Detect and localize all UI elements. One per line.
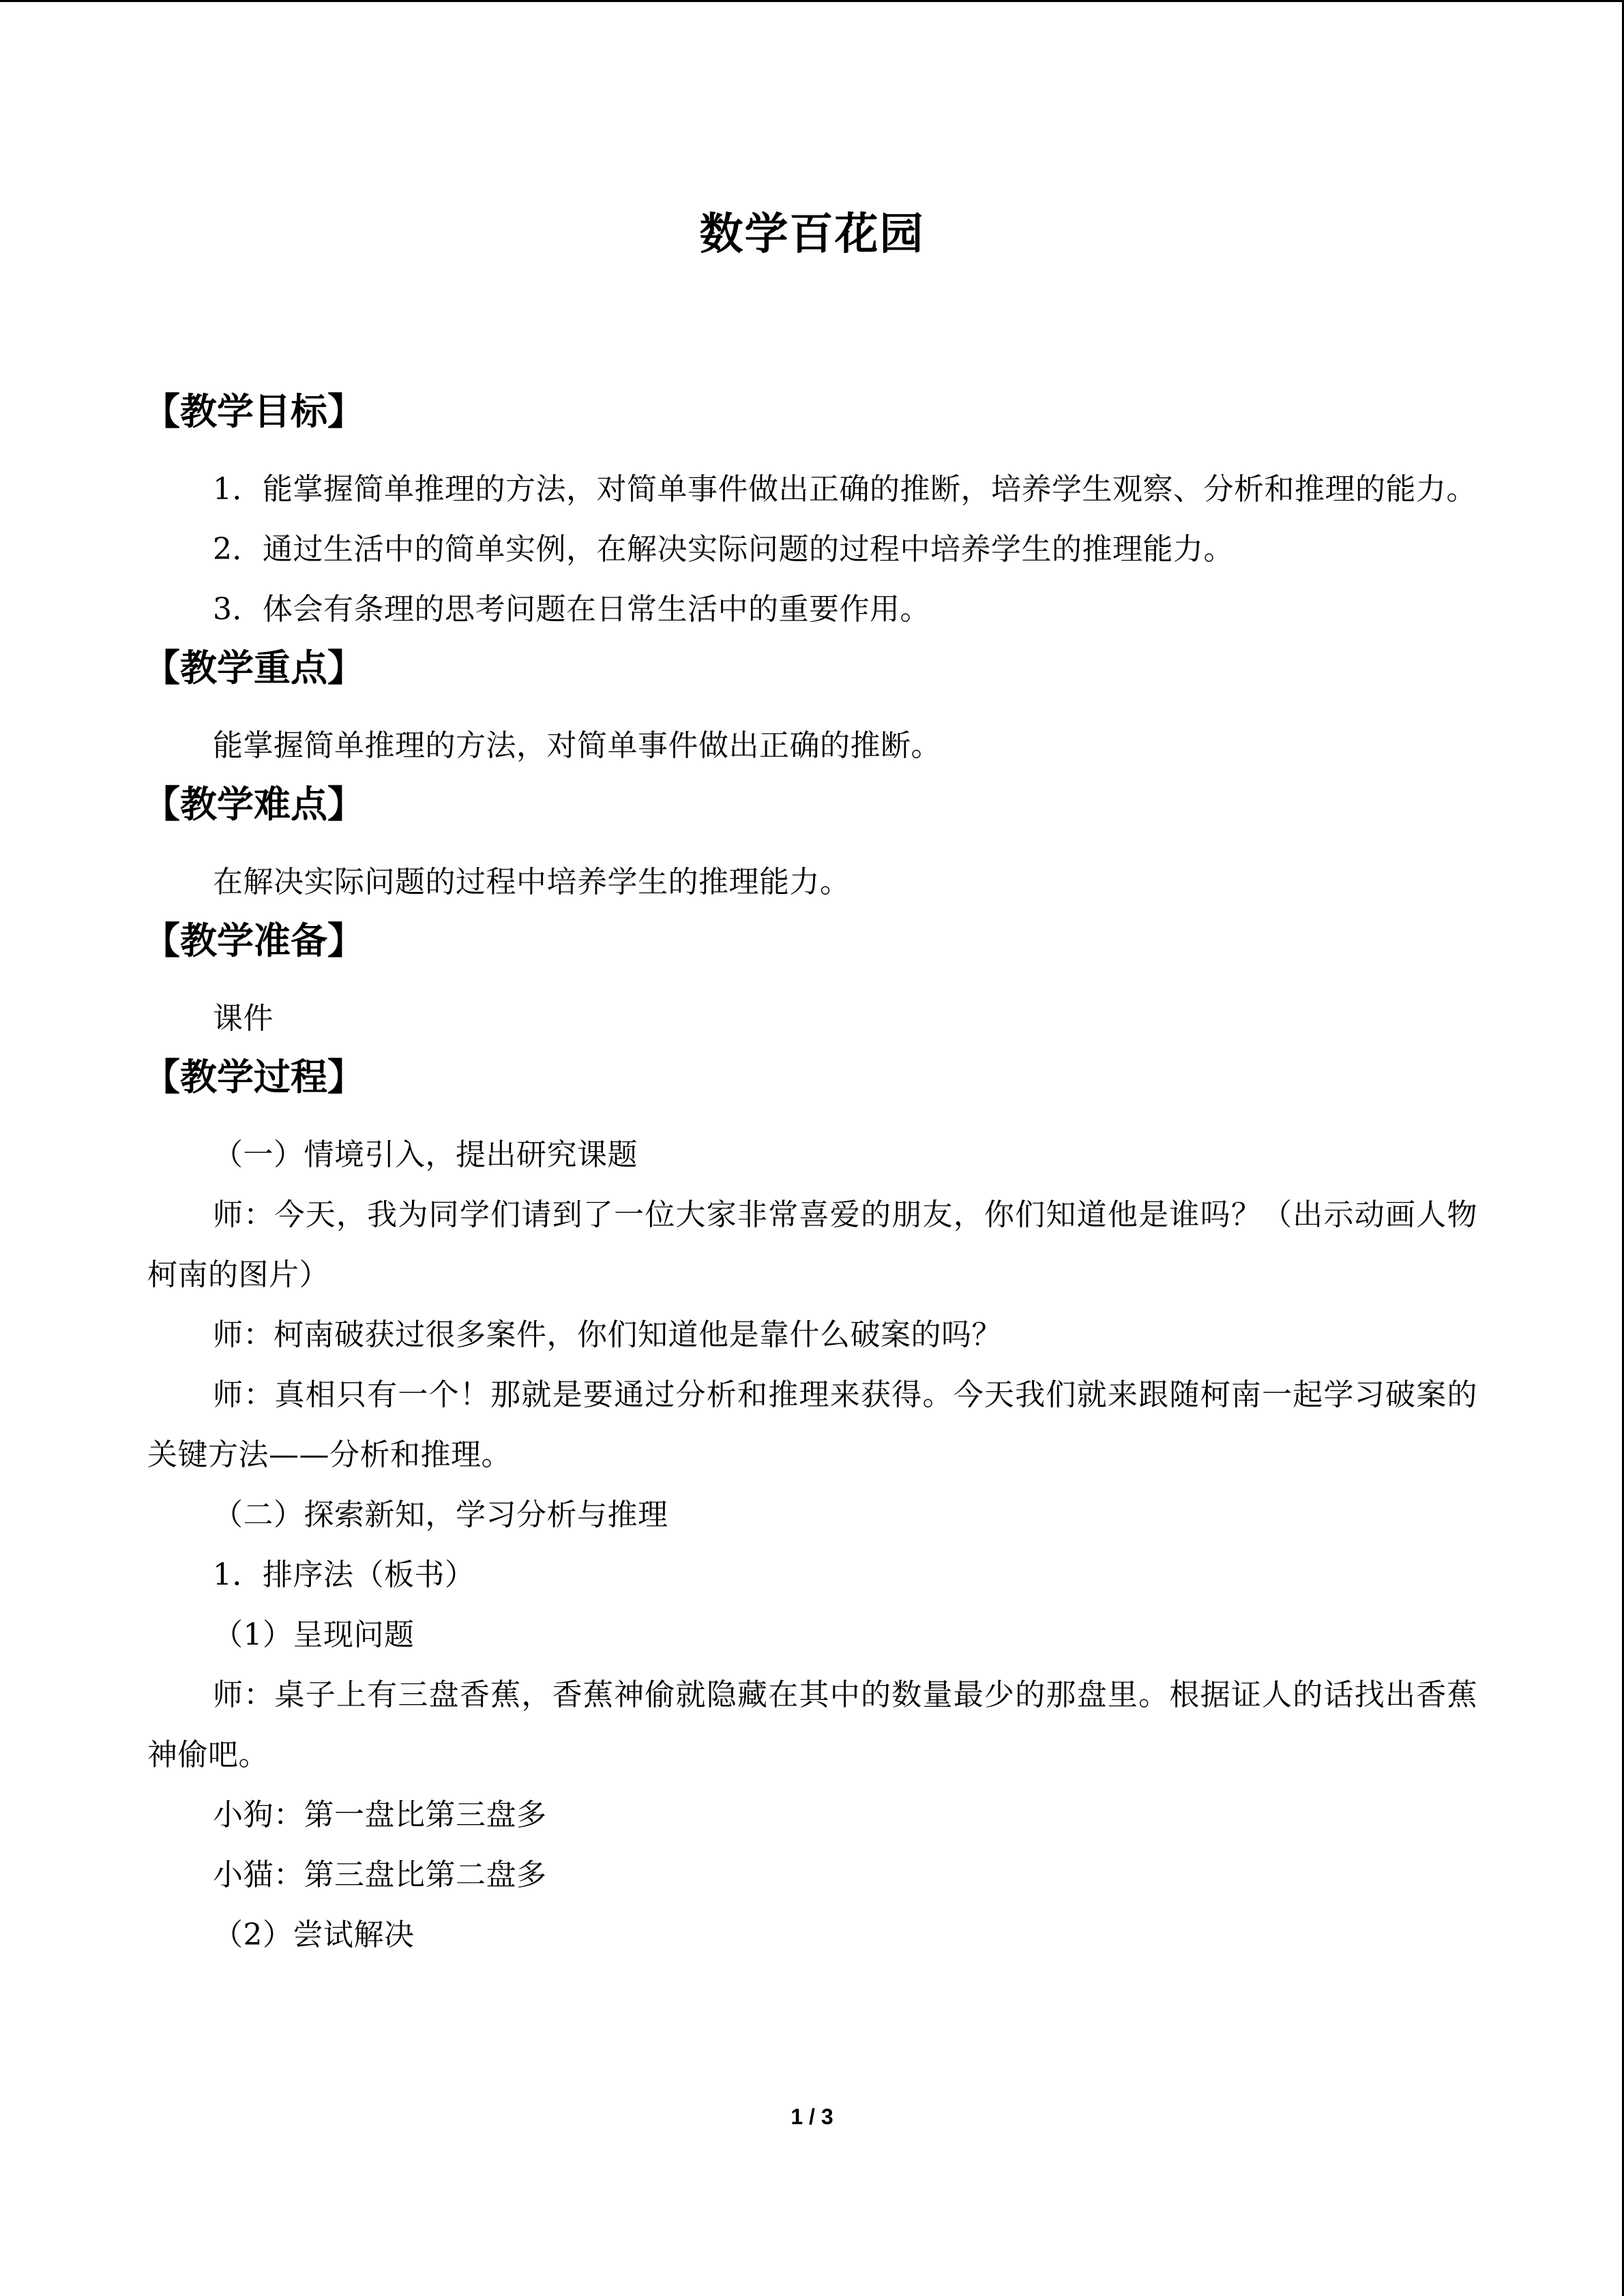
paragraph: 2．通过生活中的简单实例，在解决实际问题的过程中培养学生的推理能力。 bbox=[213, 532, 1234, 567]
document-body bbox=[143, 387, 1477, 1965]
paragraph: 小狗：第一盘比第三盘多 bbox=[213, 1798, 547, 1832]
paragraph: 师：真相只有一个！那就是要通过分析和推理来获得。今天我们就来跟随柯南一起学习破案的关键方法——分析和推理。 bbox=[147, 1377, 1477, 1472]
paragraph: 师：桌子上有三盘香蕉，香蕉神偷就隐藏在其中的数量最少的那盘里。根据证人的话找出香蕉神偷吧。 bbox=[147, 1678, 1477, 1772]
document-title: 数学百花园 bbox=[699, 209, 925, 260]
paragraph: 在解决实际问题的过程中培养学生的推理能力。 bbox=[213, 865, 851, 899]
section-heading-process: 【教学过程】 bbox=[143, 1056, 364, 1099]
paragraph: 能掌握简单推理的方法，对简单事件做出正确的推断。 bbox=[213, 728, 941, 763]
section-heading-key-points: 【教学重点】 bbox=[143, 646, 364, 689]
paragraph: 师：柯南破获过很多案件，你们知道他是靠什么破案的吗？ bbox=[213, 1317, 1002, 1352]
section-heading-difficulties: 【教学难点】 bbox=[143, 783, 364, 826]
paragraph: 1．能掌握简单推理的方法，对简单事件做出正确的推断，培养学生观察、分析和推理的能力。 bbox=[213, 472, 1477, 507]
section-heading-preparation: 【教学准备】 bbox=[143, 919, 364, 962]
page-number: 1 / 3 bbox=[791, 2104, 833, 2129]
paragraph: 小猫：第三盘比第二盘多 bbox=[213, 1858, 547, 1892]
paragraph: 3．体会有条理的思考问题在日常生活中的重要作用。 bbox=[213, 592, 930, 627]
section-heading-objectives: 【教学目标】 bbox=[143, 390, 364, 433]
paragraph: （一）情境引入，提出研究课题 bbox=[213, 1137, 638, 1172]
paragraph: 师：今天，我为同学们请到了一位大家非常喜爱的朋友，你们知道他是谁吗？（出示动画人物柯南的图片） bbox=[147, 1197, 1477, 1292]
paragraph: （二）探索新知，学习分析与推理 bbox=[213, 1497, 668, 1532]
paragraph: 课件 bbox=[213, 1001, 274, 1036]
paragraph: 1．排序法（板书） bbox=[213, 1557, 475, 1592]
paragraph: （1）呈现问题 bbox=[213, 1617, 415, 1652]
paragraph: （2）尝试解决 bbox=[213, 1918, 415, 1952]
